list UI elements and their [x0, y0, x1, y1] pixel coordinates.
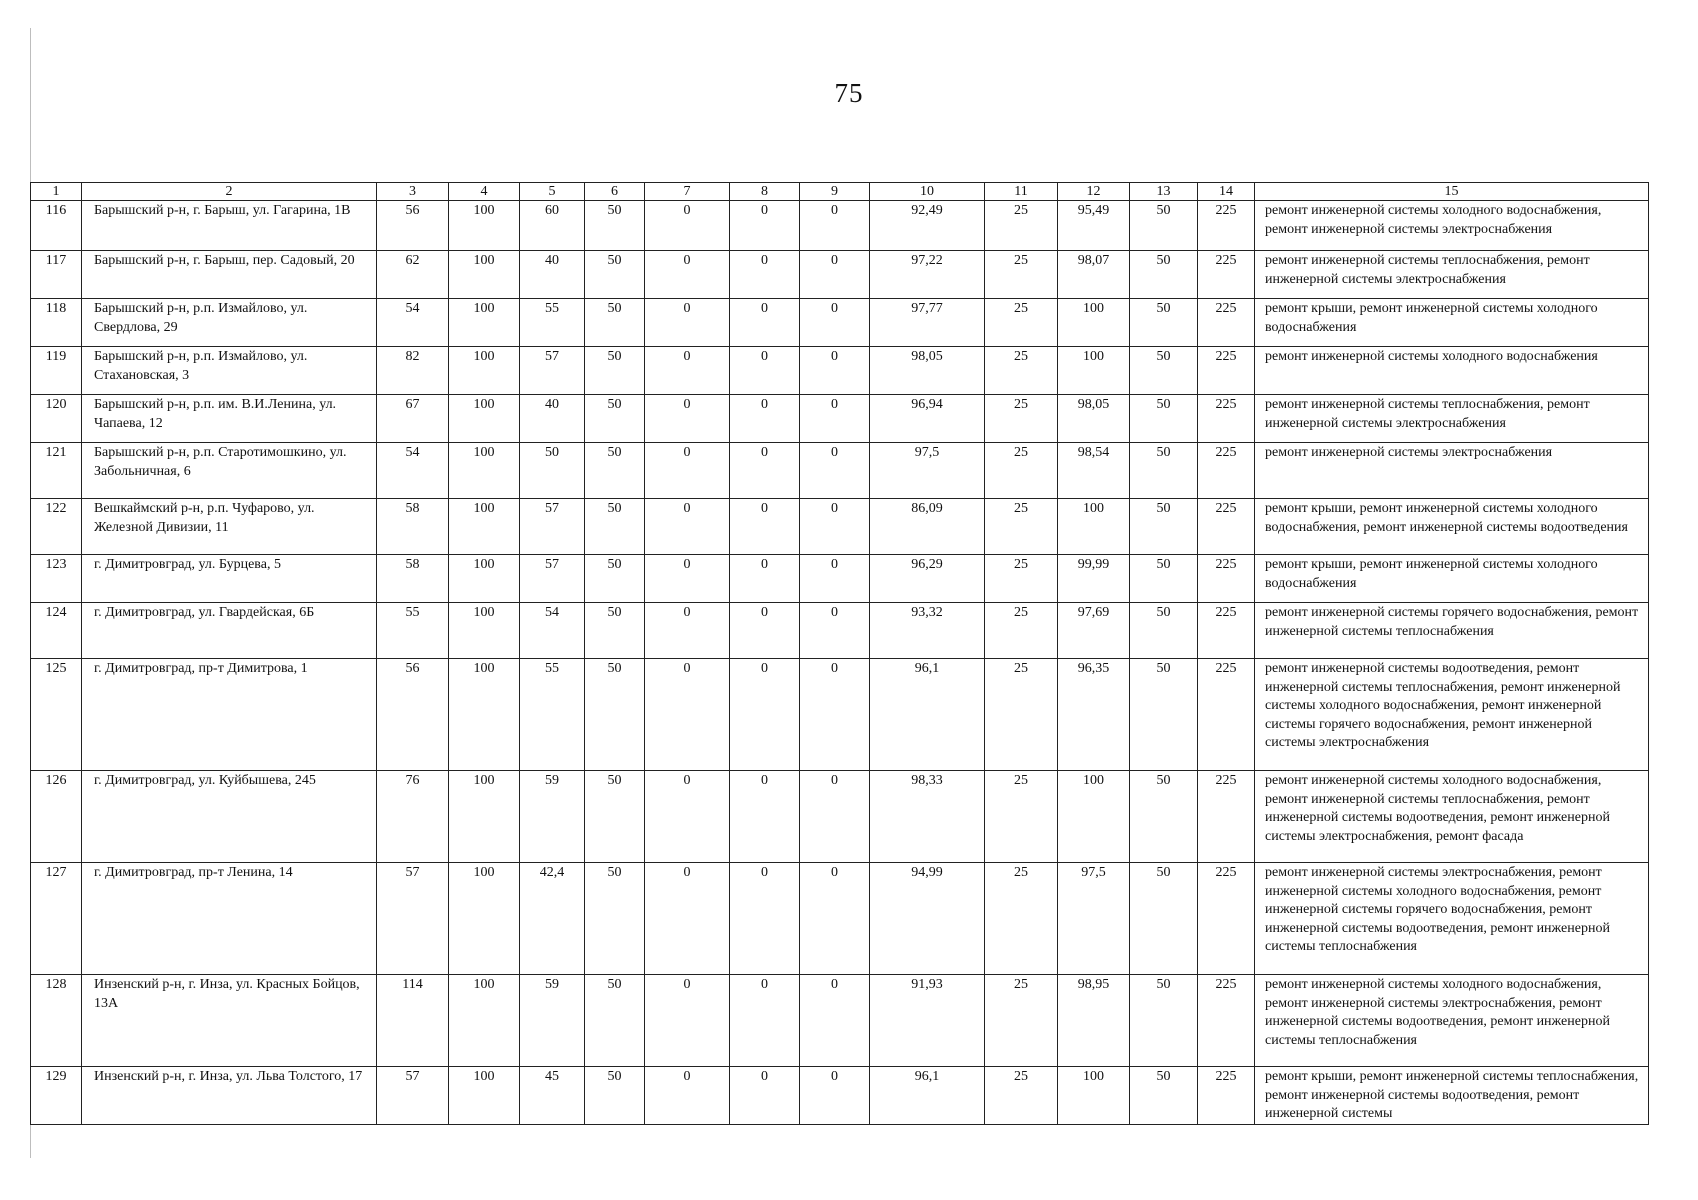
- col-11-value: 25: [985, 251, 1058, 299]
- col-header: 12: [1058, 183, 1130, 201]
- works-list: ремонт инженерной системы теплоснабжения, ремонт инженерной системы электроснабжения: [1255, 395, 1649, 443]
- col-13-value: 50: [1130, 395, 1198, 443]
- col-7-value: 0: [645, 299, 730, 347]
- col-14-value: 225: [1198, 395, 1255, 443]
- col-6-value: 50: [585, 603, 645, 659]
- col-3-value: 57: [377, 863, 449, 975]
- col-7-value: 0: [645, 975, 730, 1067]
- col-11-value: 25: [985, 975, 1058, 1067]
- address: г. Димитровград, ул. Бурцева, 5: [82, 555, 377, 603]
- col-10-value: 86,09: [870, 499, 985, 555]
- col-9-value: 0: [800, 659, 870, 771]
- col-5-value: 40: [520, 395, 585, 443]
- col-9-value: 0: [800, 299, 870, 347]
- col-4-value: 100: [449, 555, 520, 603]
- col-9-value: 0: [800, 201, 870, 251]
- col-11-value: 25: [985, 395, 1058, 443]
- table-row: [31, 975, 1649, 1067]
- col-13-value: 50: [1130, 347, 1198, 395]
- col-4-value: 100: [449, 499, 520, 555]
- col-9-value: 0: [800, 443, 870, 499]
- works-list: ремонт крыши, ремонт инженерной системы холодного водоснабжения: [1255, 299, 1649, 347]
- col-8-value: 0: [730, 201, 800, 251]
- col-5-value: 57: [520, 347, 585, 395]
- col-9-value: 0: [800, 347, 870, 395]
- col-12-value: 96,35: [1058, 659, 1130, 771]
- col-10-value: 96,1: [870, 659, 985, 771]
- col-11-value: 25: [985, 499, 1058, 555]
- col-8-value: 0: [730, 771, 800, 863]
- col-13-value: 50: [1130, 603, 1198, 659]
- row-number: 126: [31, 771, 82, 863]
- col-8-value: 0: [730, 251, 800, 299]
- col-5-value: 59: [520, 771, 585, 863]
- housing-repair-table: [30, 182, 1649, 1125]
- col-12-value: 100: [1058, 1067, 1130, 1125]
- row-number: 127: [31, 863, 82, 975]
- col-11-value: 25: [985, 771, 1058, 863]
- row-number: 120: [31, 395, 82, 443]
- works-list: ремонт инженерной системы электроснабжения: [1255, 443, 1649, 499]
- address: Барышский р-н, р.п. Старотимошкино, ул. Забольничная, 6: [82, 443, 377, 499]
- col-header: 8: [730, 183, 800, 201]
- col-4-value: 100: [449, 975, 520, 1067]
- col-14-value: 225: [1198, 555, 1255, 603]
- table-row: [31, 347, 1649, 395]
- col-9-value: 0: [800, 975, 870, 1067]
- col-3-value: 58: [377, 555, 449, 603]
- col-4-value: 100: [449, 443, 520, 499]
- col-8-value: 0: [730, 443, 800, 499]
- col-11-value: 25: [985, 603, 1058, 659]
- col-13-value: 50: [1130, 975, 1198, 1067]
- col-5-value: 42,4: [520, 863, 585, 975]
- row-number: 121: [31, 443, 82, 499]
- col-5-value: 55: [520, 299, 585, 347]
- address: Барышский р-н, р.п. Измайлово, ул. Свердлова, 29: [82, 299, 377, 347]
- col-7-value: 0: [645, 499, 730, 555]
- table-row: [31, 771, 1649, 863]
- row-number: 119: [31, 347, 82, 395]
- col-9-value: 0: [800, 499, 870, 555]
- address: г. Димитровград, ул. Куйбышева, 245: [82, 771, 377, 863]
- col-header: 11: [985, 183, 1058, 201]
- col-4-value: 100: [449, 659, 520, 771]
- col-13-value: 50: [1130, 201, 1198, 251]
- col-10-value: 93,32: [870, 603, 985, 659]
- col-8-value: 0: [730, 603, 800, 659]
- col-6-value: 50: [585, 863, 645, 975]
- col-14-value: 225: [1198, 347, 1255, 395]
- col-3-value: 114: [377, 975, 449, 1067]
- col-header: 13: [1130, 183, 1198, 201]
- col-7-value: 0: [645, 603, 730, 659]
- col-3-value: 56: [377, 201, 449, 251]
- address: Барышский р-н, г. Барыш, ул. Гагарина, 1В: [82, 201, 377, 251]
- page-number: 75: [834, 78, 864, 108]
- col-13-value: 50: [1130, 1067, 1198, 1125]
- col-10-value: 96,29: [870, 555, 985, 603]
- col-8-value: 0: [730, 555, 800, 603]
- table-row: [31, 201, 1649, 251]
- col-14-value: 225: [1198, 975, 1255, 1067]
- row-number: 122: [31, 499, 82, 555]
- col-14-value: 225: [1198, 1067, 1255, 1125]
- col-8-value: 0: [730, 975, 800, 1067]
- address: Инзенский р-н, г. Инза, ул. Красных Бойцов, 13А: [82, 975, 377, 1067]
- col-13-value: 50: [1130, 299, 1198, 347]
- col-11-value: 25: [985, 443, 1058, 499]
- works-list: ремонт крыши, ремонт инженерной системы холодного водоснабжения: [1255, 555, 1649, 603]
- works-list: ремонт инженерной системы холодного водоснабжения, ремонт инженерной системы электроснабжения: [1255, 201, 1649, 251]
- col-12-value: 100: [1058, 347, 1130, 395]
- col-6-value: 50: [585, 555, 645, 603]
- col-3-value: 54: [377, 299, 449, 347]
- col-7-value: 0: [645, 771, 730, 863]
- col-11-value: 25: [985, 347, 1058, 395]
- col-header: 14: [1198, 183, 1255, 201]
- col-4-value: 100: [449, 1067, 520, 1125]
- col-11-value: 25: [985, 555, 1058, 603]
- col-10-value: 98,05: [870, 347, 985, 395]
- col-10-value: 92,49: [870, 201, 985, 251]
- col-14-value: 225: [1198, 603, 1255, 659]
- col-3-value: 56: [377, 659, 449, 771]
- col-header: 7: [645, 183, 730, 201]
- works-list: ремонт крыши, ремонт инженерной системы холодного водоснабжения, ремонт инженерной системы водоотведения: [1255, 499, 1649, 555]
- col-4-value: 100: [449, 201, 520, 251]
- col-5-value: 55: [520, 659, 585, 771]
- table-row: [31, 499, 1649, 555]
- row-number: 128: [31, 975, 82, 1067]
- address: г. Димитровград, пр-т Ленина, 14: [82, 863, 377, 975]
- col-13-value: 50: [1130, 659, 1198, 771]
- col-9-value: 0: [800, 603, 870, 659]
- col-header: 1: [31, 183, 82, 201]
- col-5-value: 54: [520, 603, 585, 659]
- col-7-value: 0: [645, 863, 730, 975]
- works-list: ремонт инженерной системы холодного водоснабжения, ремонт инженерной системы электроснабжения, ремонт инженерной системы водоотведения, ремонт инженерной системы теплоснабжения: [1255, 975, 1649, 1067]
- row-number: 117: [31, 251, 82, 299]
- col-header: 6: [585, 183, 645, 201]
- col-3-value: 54: [377, 443, 449, 499]
- col-11-value: 25: [985, 863, 1058, 975]
- col-11-value: 25: [985, 299, 1058, 347]
- table-row: [31, 395, 1649, 443]
- col-7-value: 0: [645, 1067, 730, 1125]
- col-12-value: 98,05: [1058, 395, 1130, 443]
- col-header: 4: [449, 183, 520, 201]
- col-7-value: 0: [645, 659, 730, 771]
- table-row: [31, 603, 1649, 659]
- col-6-value: 50: [585, 1067, 645, 1125]
- col-6-value: 50: [585, 771, 645, 863]
- address: г. Димитровград, ул. Гвардейская, 6Б: [82, 603, 377, 659]
- col-8-value: 0: [730, 299, 800, 347]
- col-10-value: 98,33: [870, 771, 985, 863]
- col-13-value: 50: [1130, 863, 1198, 975]
- col-7-value: 0: [645, 555, 730, 603]
- address: Инзенский р-н, г. Инза, ул. Льва Толстого, 17: [82, 1067, 377, 1125]
- col-8-value: 0: [730, 395, 800, 443]
- col-14-value: 225: [1198, 771, 1255, 863]
- col-11-value: 25: [985, 659, 1058, 771]
- col-3-value: 62: [377, 251, 449, 299]
- col-3-value: 82: [377, 347, 449, 395]
- col-9-value: 0: [800, 863, 870, 975]
- col-7-value: 0: [645, 347, 730, 395]
- col-12-value: 97,5: [1058, 863, 1130, 975]
- works-list: ремонт инженерной системы горячего водоснабжения, ремонт инженерной системы теплоснабжения: [1255, 603, 1649, 659]
- table-row: [31, 1067, 1649, 1125]
- table-body: [31, 183, 1649, 1125]
- row-number: 123: [31, 555, 82, 603]
- col-9-value: 0: [800, 771, 870, 863]
- col-3-value: 76: [377, 771, 449, 863]
- col-13-value: 50: [1130, 771, 1198, 863]
- col-header: 5: [520, 183, 585, 201]
- col-3-value: 55: [377, 603, 449, 659]
- col-14-value: 225: [1198, 201, 1255, 251]
- col-6-value: 50: [585, 499, 645, 555]
- col-5-value: 57: [520, 499, 585, 555]
- col-8-value: 0: [730, 863, 800, 975]
- col-8-value: 0: [730, 347, 800, 395]
- col-4-value: 100: [449, 251, 520, 299]
- col-7-value: 0: [645, 251, 730, 299]
- works-list: ремонт инженерной системы электроснабжения, ремонт инженерной системы холодного водоснабжения, ремонт инженерной системы горячего водоснабжения, ремонт инженерной системы водоотведения, ремонт инженерной системы теплоснабжения: [1255, 863, 1649, 975]
- col-11-value: 25: [985, 201, 1058, 251]
- col-6-value: 50: [585, 395, 645, 443]
- col-5-value: 57: [520, 555, 585, 603]
- row-number: 118: [31, 299, 82, 347]
- col-header: 9: [800, 183, 870, 201]
- col-8-value: 0: [730, 659, 800, 771]
- col-12-value: 98,95: [1058, 975, 1130, 1067]
- col-4-value: 100: [449, 771, 520, 863]
- col-3-value: 67: [377, 395, 449, 443]
- row-number: 116: [31, 201, 82, 251]
- col-5-value: 40: [520, 251, 585, 299]
- col-header: 3: [377, 183, 449, 201]
- col-6-value: 50: [585, 659, 645, 771]
- col-7-value: 0: [645, 443, 730, 499]
- col-7-value: 0: [645, 395, 730, 443]
- col-10-value: 97,5: [870, 443, 985, 499]
- col-12-value: 95,49: [1058, 201, 1130, 251]
- col-9-value: 0: [800, 555, 870, 603]
- col-header: 2: [82, 183, 377, 201]
- col-3-value: 57: [377, 1067, 449, 1125]
- col-6-value: 50: [585, 975, 645, 1067]
- col-5-value: 50: [520, 443, 585, 499]
- table-row: [31, 299, 1649, 347]
- col-5-value: 45: [520, 1067, 585, 1125]
- table-row: [31, 443, 1649, 499]
- col-9-value: 0: [800, 1067, 870, 1125]
- col-14-value: 225: [1198, 299, 1255, 347]
- col-5-value: 59: [520, 975, 585, 1067]
- col-14-value: 225: [1198, 499, 1255, 555]
- address: г. Димитровград, пр-т Димитрова, 1: [82, 659, 377, 771]
- col-6-value: 50: [585, 201, 645, 251]
- table-row: [31, 251, 1649, 299]
- col-10-value: 97,22: [870, 251, 985, 299]
- works-list: ремонт инженерной системы холодного водоснабжения, ремонт инженерной системы теплоснабжения, ремонт инженерной системы водоотведения, ремонт инженерной системы электроснабжения, ремонт фасада: [1255, 771, 1649, 863]
- address: Барышский р-н, р.п. им. В.И.Ленина, ул. Чапаева, 12: [82, 395, 377, 443]
- col-6-value: 50: [585, 251, 645, 299]
- col-3-value: 58: [377, 499, 449, 555]
- row-number: 125: [31, 659, 82, 771]
- col-12-value: 98,54: [1058, 443, 1130, 499]
- col-14-value: 225: [1198, 251, 1255, 299]
- col-12-value: 100: [1058, 299, 1130, 347]
- col-10-value: 96,94: [870, 395, 985, 443]
- col-14-value: 225: [1198, 659, 1255, 771]
- col-7-value: 0: [645, 201, 730, 251]
- col-10-value: 94,99: [870, 863, 985, 975]
- col-12-value: 99,99: [1058, 555, 1130, 603]
- col-11-value: 25: [985, 1067, 1058, 1125]
- col-12-value: 100: [1058, 499, 1130, 555]
- col-12-value: 98,07: [1058, 251, 1130, 299]
- col-4-value: 100: [449, 603, 520, 659]
- row-number: 129: [31, 1067, 82, 1125]
- col-13-value: 50: [1130, 443, 1198, 499]
- col-12-value: 100: [1058, 771, 1130, 863]
- row-number: 124: [31, 603, 82, 659]
- address: Вешкаймский р-н, р.п. Чуфарово, ул. Железной Дивизии, 11: [82, 499, 377, 555]
- col-12-value: 97,69: [1058, 603, 1130, 659]
- col-14-value: 225: [1198, 443, 1255, 499]
- col-header: 15: [1255, 183, 1649, 201]
- col-6-value: 50: [585, 443, 645, 499]
- col-4-value: 100: [449, 299, 520, 347]
- col-8-value: 0: [730, 499, 800, 555]
- works-list: ремонт крыши, ремонт инженерной системы теплоснабжения, ремонт инженерной системы водоотведения, ремонт инженерной системы: [1255, 1067, 1649, 1125]
- col-10-value: 96,1: [870, 1067, 985, 1125]
- col-5-value: 60: [520, 201, 585, 251]
- col-13-value: 50: [1130, 251, 1198, 299]
- col-10-value: 97,77: [870, 299, 985, 347]
- col-4-value: 100: [449, 863, 520, 975]
- col-14-value: 225: [1198, 863, 1255, 975]
- col-9-value: 0: [800, 251, 870, 299]
- works-list: ремонт инженерной системы водоотведения, ремонт инженерной системы теплоснабжения, ремонт инженерной системы холодного водоснабжения, ремонт инженерной системы горячего водоснабжения, ремонт инженерной системы электроснабжения: [1255, 659, 1649, 771]
- col-6-value: 50: [585, 347, 645, 395]
- col-10-value: 91,93: [870, 975, 985, 1067]
- works-list: ремонт инженерной системы холодного водоснабжения: [1255, 347, 1649, 395]
- col-13-value: 50: [1130, 499, 1198, 555]
- address: Барышский р-н, г. Барыш, пер. Садовый, 20: [82, 251, 377, 299]
- header-row: [31, 183, 1649, 201]
- col-4-value: 100: [449, 395, 520, 443]
- col-6-value: 50: [585, 299, 645, 347]
- col-13-value: 50: [1130, 555, 1198, 603]
- table-row: [31, 555, 1649, 603]
- address: Барышский р-н, р.п. Измайлово, ул. Стахановская, 3: [82, 347, 377, 395]
- table-row: [31, 659, 1649, 771]
- works-list: ремонт инженерной системы теплоснабжения, ремонт инженерной системы электроснабжения: [1255, 251, 1649, 299]
- col-header: 10: [870, 183, 985, 201]
- col-9-value: 0: [800, 395, 870, 443]
- table-row: [31, 863, 1649, 975]
- col-8-value: 0: [730, 1067, 800, 1125]
- col-4-value: 100: [449, 347, 520, 395]
